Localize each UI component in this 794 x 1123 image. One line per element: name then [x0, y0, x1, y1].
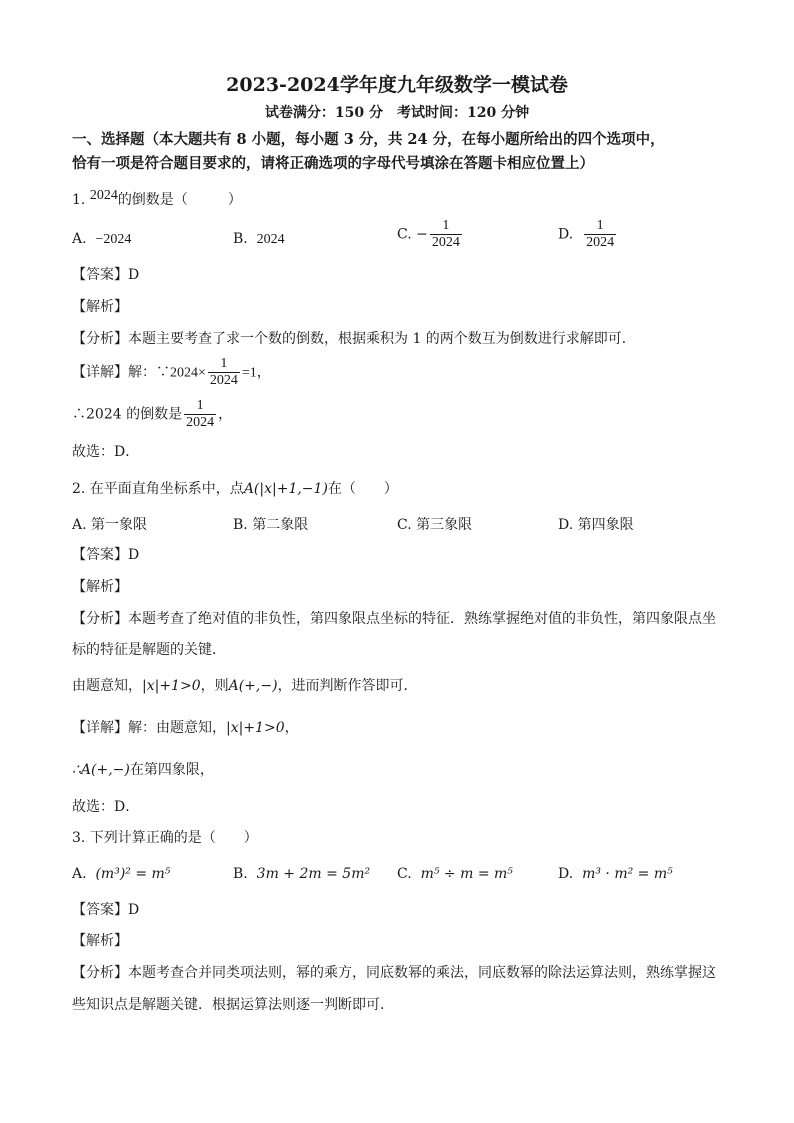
q1-detail-expr-left: 2024× [170, 365, 206, 381]
q2-detail-suffix: ， [284, 720, 299, 736]
q2-reason [72, 676, 418, 696]
q3-option-d-expr: m³ · m² = m⁵ [582, 866, 673, 882]
q2-stem [72, 479, 398, 499]
q1-stem-text: 的倒数是（ [117, 192, 188, 208]
page-subtitle: 试卷满分：150 分 考试时间：120 分钟 [264, 105, 530, 121]
q2-conclusion [72, 760, 214, 780]
q1-option-a [72, 229, 131, 250]
q1-detail-fraction: $\frac{1}{2024}$ [209, 356, 238, 388]
q3-option-c-label: C. [397, 866, 412, 882]
q2-reason-suffix: ，进而判断作答即可． [277, 678, 418, 694]
page-title: 2023-2024学年度九年级数学一模试卷 [226, 74, 568, 96]
q2-conclusion-suffix: 在第四象限， [129, 762, 214, 778]
q3-analysis-heading: 【解析】 [72, 933, 128, 949]
q2-stem-suffix: 在（ ） [327, 481, 398, 497]
q1-choose: 故选：D． [72, 444, 140, 460]
q3-stem: 3. 下列计算正确的是（ ） [72, 830, 258, 846]
q3-option-c-expr: m⁵ ÷ m = m⁵ [420, 866, 513, 882]
q1-analysis: 【分析】本题主要考查了求一个数的倒数，根据乘积为 1 的两个数互为倒数进行求解即可． [72, 331, 636, 347]
q3-analysis-line2: 些知识点是解题关键．根据运算法则逐一判断即可． [72, 997, 394, 1013]
q2-choose: 故选：D． [72, 799, 140, 815]
q1-conclusion-suffix: ， [218, 406, 233, 423]
q1-option-a-value: −2024 [95, 232, 132, 247]
q2-analysis-heading: 【解析】 [72, 579, 128, 595]
q1-answer: 【答案】D [72, 267, 140, 283]
q1-stem-close: ） [227, 192, 242, 208]
q1-option-d-label: D. [558, 226, 574, 243]
q1-option-c [397, 218, 464, 251]
q3-analysis-line1: 【分析】本题考查合并同类项法则，幂的乘方，同底数幂的乘法，同底数幂的除法运算法则，熟练掌握这 [72, 965, 716, 981]
q2-detail-prefix: 【详解】解：由题意知， [72, 720, 226, 736]
q2-stem-prefix: 2. 在平面直角坐标系中，点 [72, 481, 244, 497]
q2-detail-expr: |x|+1>0 [226, 720, 285, 736]
q1-option-b [233, 229, 285, 250]
q3-option-c [397, 864, 513, 884]
q3-answer: 【答案】D [72, 902, 140, 918]
q1-conclusion-prefix: ∴2024 的倒数是 [72, 406, 183, 423]
q3-option-d [558, 864, 673, 884]
q2-analysis-line2: 标的特征是解题的关键． [72, 642, 226, 658]
q2-reason-mid: ，则 [200, 678, 229, 694]
q2-reason-point: A(+,−) [228, 678, 278, 694]
q1-analysis-heading: 【解析】 [72, 299, 128, 315]
q2-analysis-line1: 【分析】本题考查了绝对值的非负性，第四象限点坐标的特征．熟练掌握绝对值的非负性，第四象限点坐 [72, 611, 716, 627]
q1-option-c-label: C. [397, 226, 412, 243]
q1-stem [72, 190, 242, 211]
q1-detail-prefix: 【详解】解：∵ [72, 364, 170, 381]
q2-point: A(|x|+1,−1) [243, 481, 328, 497]
q3-option-a [72, 864, 170, 884]
q2-option-b: B. 第二象限 [233, 517, 309, 533]
q3-option-d-label: D. [558, 866, 574, 882]
q2-answer: 【答案】D [72, 547, 140, 563]
section-heading-line1: 一、选择题（本大题共有 8 小题，每小题 3 分，共 24 分，在每小题所给出的四个选项中， [72, 131, 665, 148]
q1-option-c-fraction: $\frac{1}{2024}$ [431, 218, 460, 250]
section-heading-line2: 恰有一项是符合题目要求的，请将正确选项的字母代号填涂在答题卡相应位置上） [72, 155, 594, 172]
q1-conclusion [72, 398, 232, 431]
q1-option-b-label: B. [233, 231, 248, 247]
q3-option-b-expr: 3m + 2m = 5m² [256, 866, 371, 882]
q2-detail [72, 718, 299, 738]
q2-reason-expr: |x|+1>0 [142, 678, 201, 694]
q3-option-b [233, 864, 370, 884]
q2-conclusion-point: ∴A(+,−) [72, 762, 130, 778]
q1-option-a-label: A. [72, 231, 87, 247]
q1-option-c-sign: − [416, 226, 428, 243]
q2-reason-prefix: 由题意知， [72, 678, 142, 694]
q1-number: 1. [72, 192, 86, 208]
q1-option-d [558, 218, 618, 251]
q1-option-b-value: 2024 [256, 232, 285, 247]
q2-option-c: C. 第三象限 [397, 517, 473, 533]
q1-conclusion-fraction: $\frac{1}{2024}$ [186, 398, 215, 430]
q1-option-d-fraction: $\frac{1}{2024}$ [586, 218, 615, 250]
q3-option-a-expr: (m³)² = m⁵ [95, 866, 171, 882]
q3-option-b-label: B. [233, 866, 248, 882]
q3-option-a-label: A. [72, 866, 87, 882]
q1-detail-expr-right: =1， [241, 365, 271, 381]
q1-detail [72, 356, 271, 389]
q1-value: 2024 [89, 188, 118, 203]
q2-option-a: A. 第一象限 [72, 517, 148, 533]
q2-option-d: D. 第四象限 [558, 517, 634, 533]
